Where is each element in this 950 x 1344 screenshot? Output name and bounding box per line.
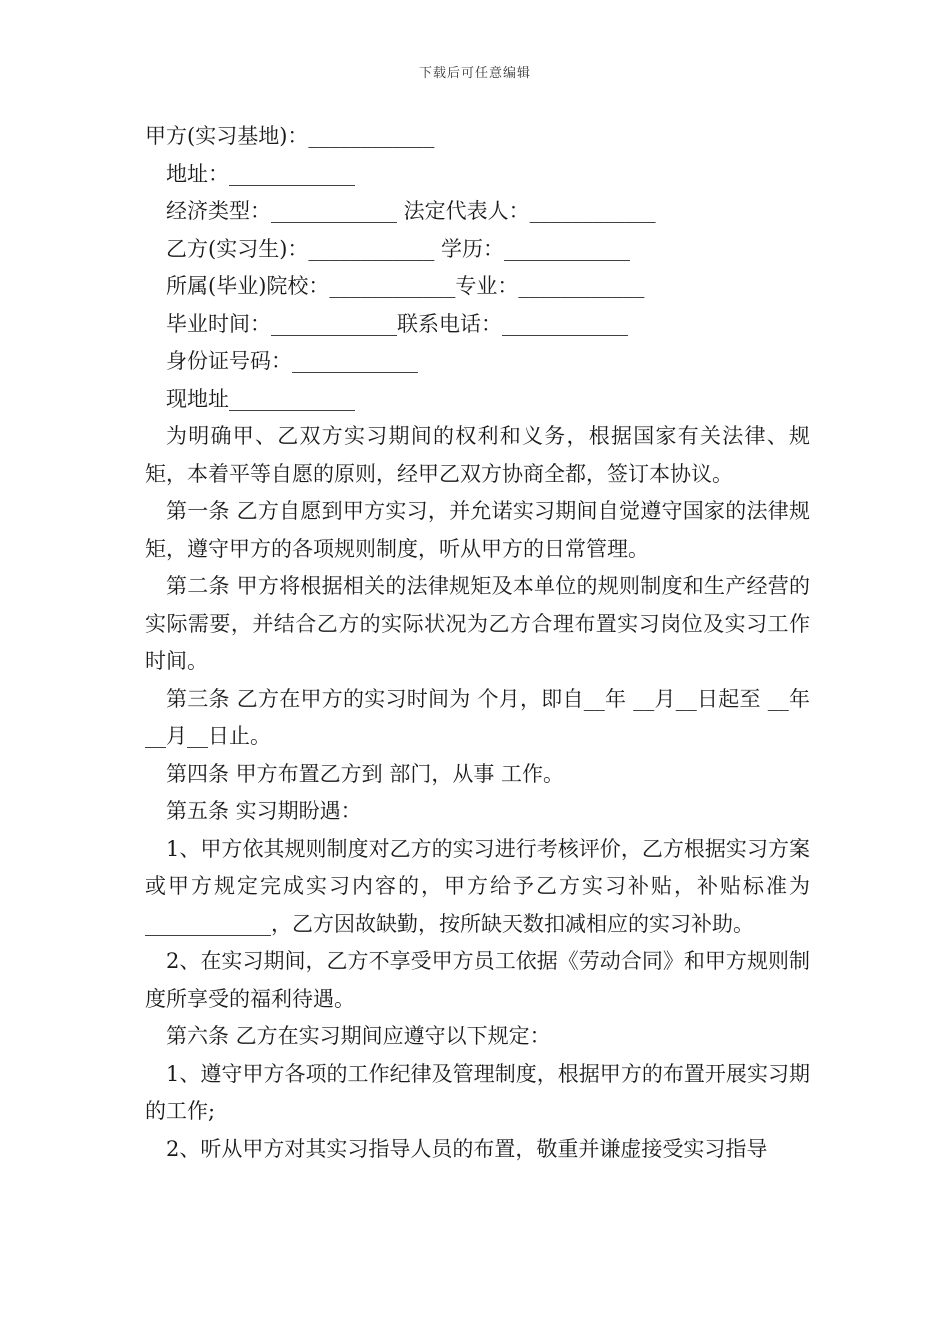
article-2: 第二条 甲方将根据相关的法律规矩及本单位的规则制度和生产经营的实际需要，并结合乙方的实际状况为乙方合理布置实习岗位及实习工作时间。 — [145, 574, 810, 673]
field-graduation-time: 毕业时间：____________联系电话：____________ — [166, 311, 628, 336]
article-3: 第三条 乙方在甲方的实习时间为 个月，即自__年 __月__日起至 __年__月__日止。 — [145, 686, 810, 748]
field-address: 地址：____________ — [166, 161, 355, 186]
field-party-b: 乙方(实习生)：____________ 学历：____________ — [166, 236, 631, 261]
article-5: 第五条 实习期盼遇： — [166, 799, 362, 823]
page-header: 下载后可任意编辑 — [418, 66, 531, 81]
article-6-item-2: 2、听从甲方对其实习指导人员的布置，敬重并谦虚接受实习指导 — [166, 1136, 768, 1161]
preamble-paragraph: 为明确甲、乙双方实习期间的权利和义务，根据国家有关法律、规矩，本着平等自愿的原则，经甲乙双方协商全都，签订本协议。 — [145, 424, 810, 486]
field-party-a: 甲方(实习基地)：____________ — [145, 124, 435, 148]
field-current-address: 现地址____________ — [166, 386, 355, 411]
field-school: 所属(毕业)院校：____________专业：____________ — [166, 274, 645, 298]
article-6: 第六条 乙方在实习期间应遵守以下规定： — [166, 1024, 551, 1048]
article-4: 第四条 甲方布置乙方到 部门，从事 工作。 — [166, 761, 565, 786]
field-id-number: 身份证号码：____________ — [166, 349, 418, 373]
article-5-item-1: 1、甲方依其规则制度对乙方的实习进行考核评价，乙方根据实习方案或甲方规定完成实习内容的，甲方给予乙方实习补贴，补贴标准为 ____________，乙方因故缺勤，按所缺天数扣减相应的实习补助。 — [145, 836, 810, 936]
article-6-item-1: 1、遵守甲方各项的工作纪律及管理制度，根据甲方的布置开展实习期的工作; — [145, 1061, 810, 1123]
article-1: 第一条 乙方自愿到甲方实习，并允诺实习期间自觉遵守国家的法律规矩，遵守甲方的各项规则制度，听从甲方的日常管理。 — [145, 499, 810, 561]
article-5-item-2: 2、在实习期间，乙方不享受甲方员工依据《劳动合同》和甲方规则制度所享受的福利待遇。 — [145, 949, 810, 1011]
field-economic-type: 经济类型：____________ 法定代表人：____________ — [166, 199, 656, 223]
agreement-document — [145, 118, 810, 1168]
